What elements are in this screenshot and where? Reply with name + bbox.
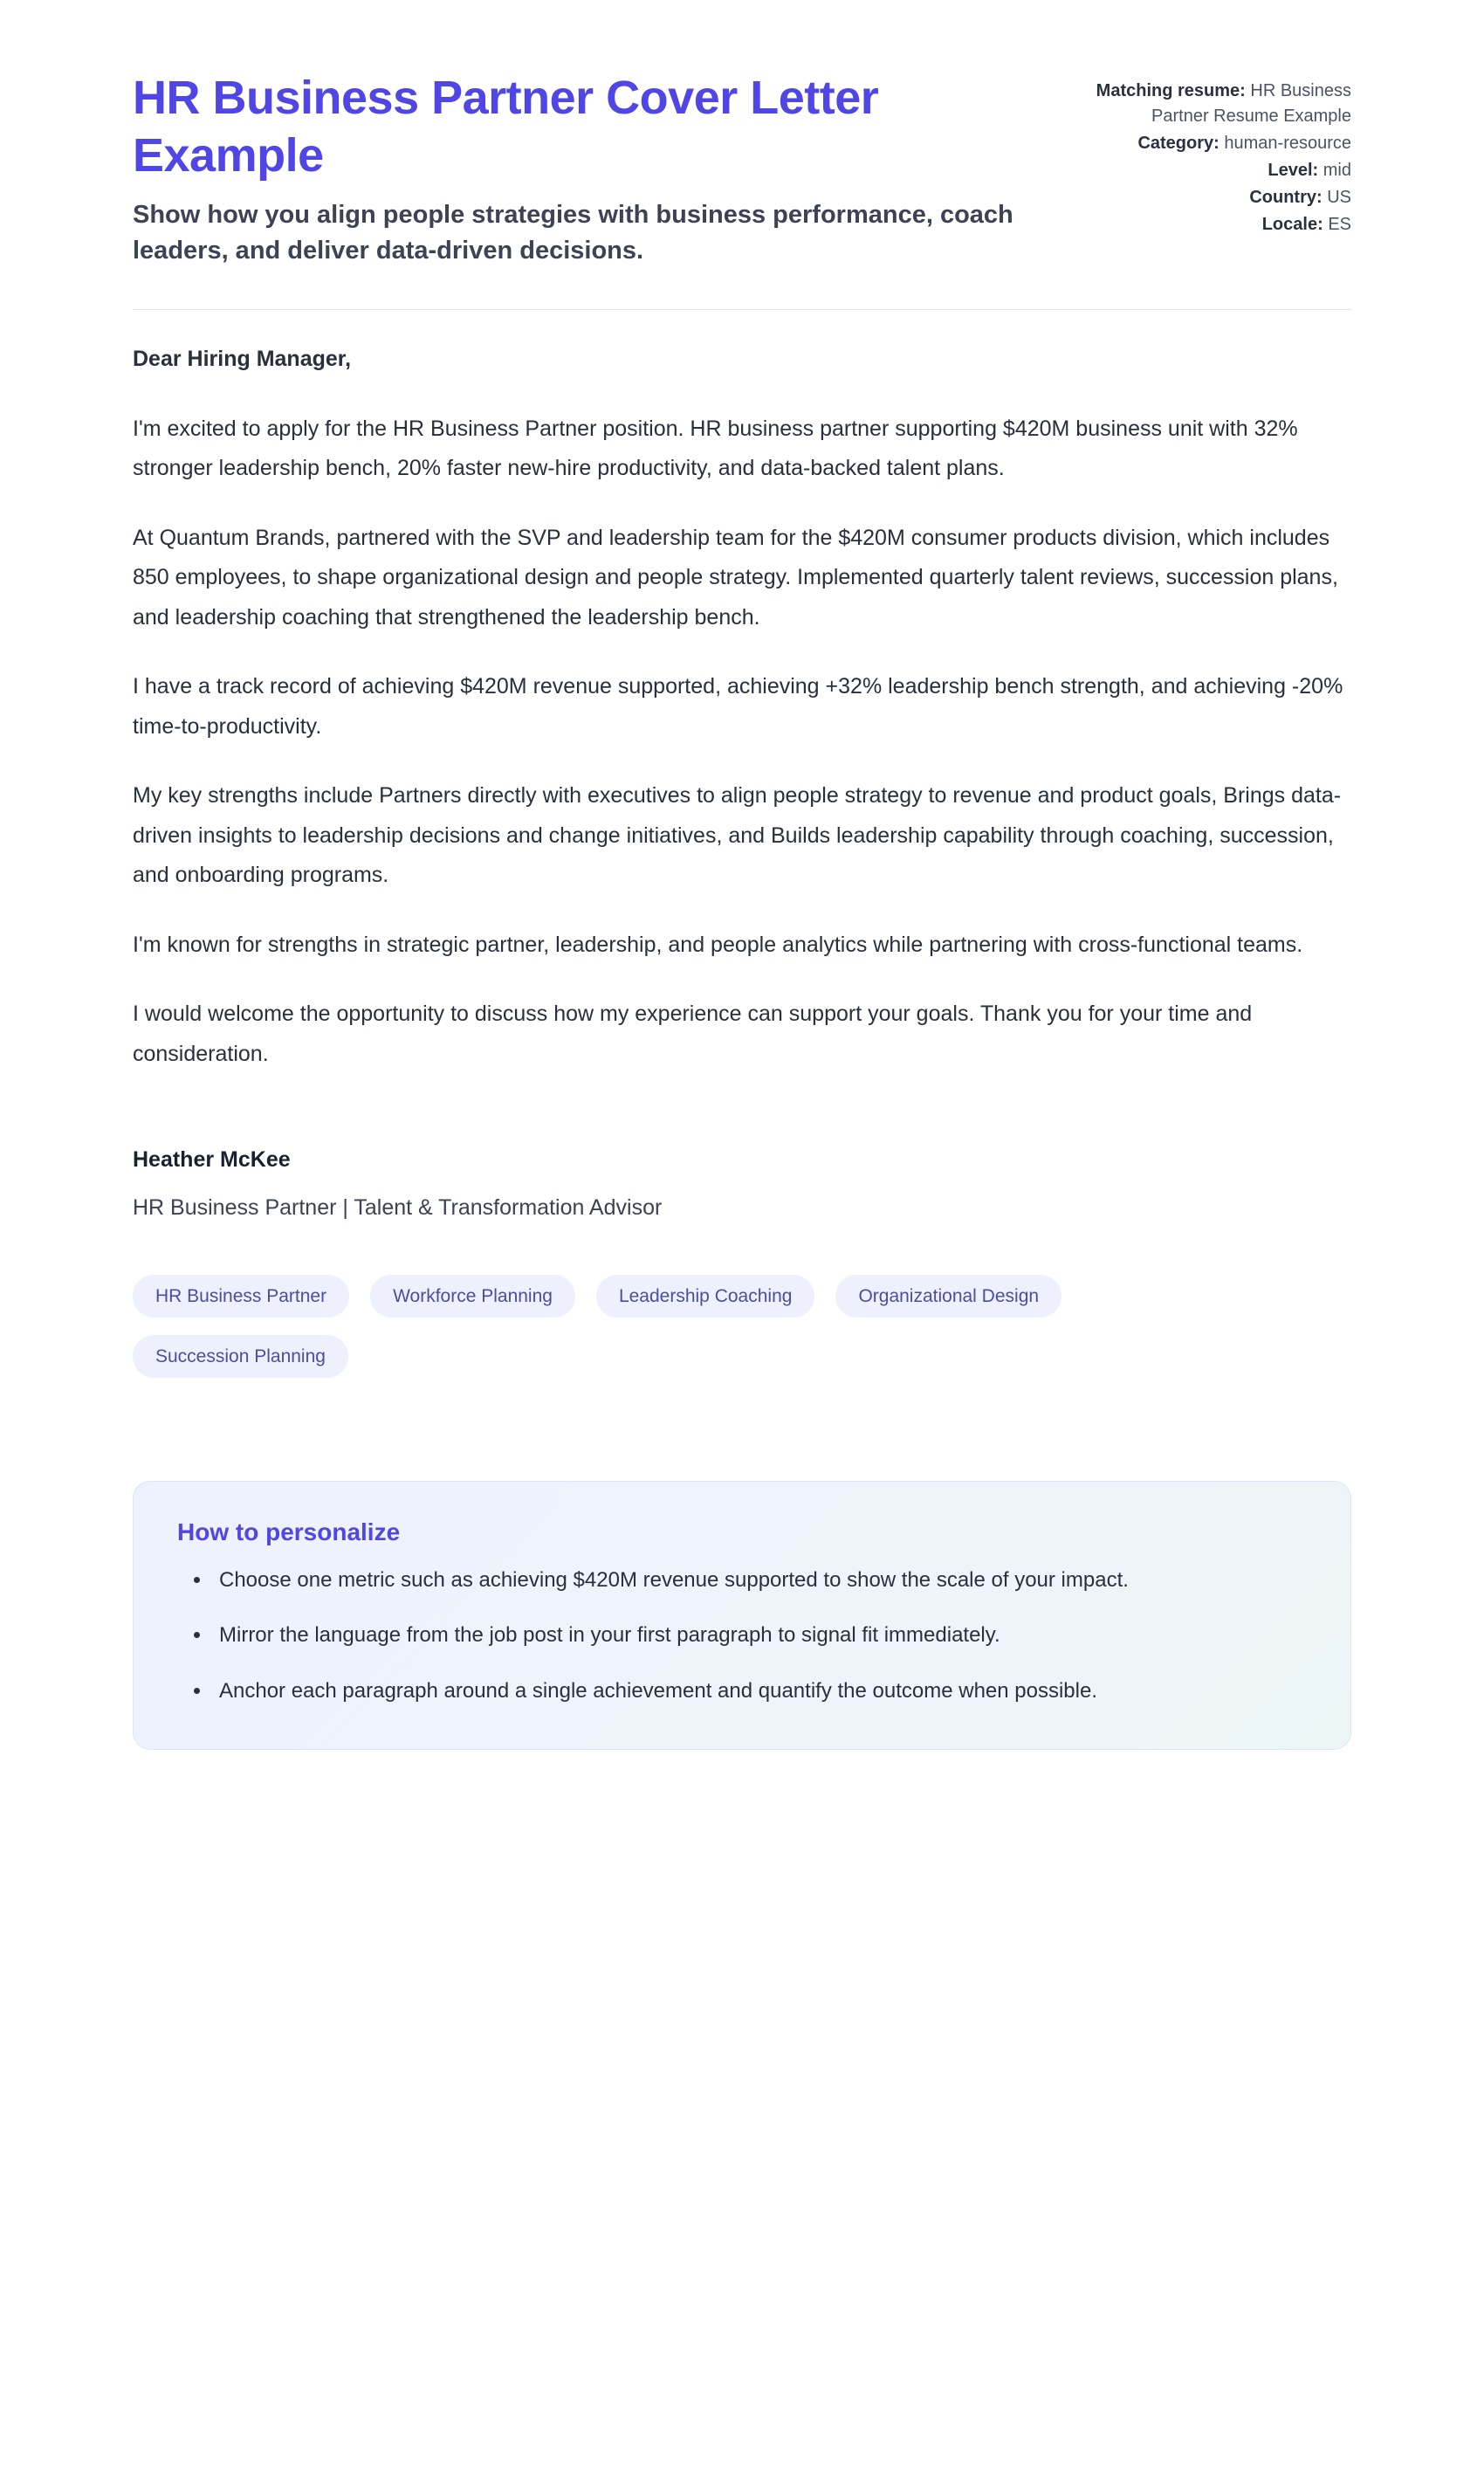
- header-text-block: [133, 52, 1037, 269]
- callout-title: How to personalize: [177, 1518, 401, 1546]
- tag-item[interactable]: Succession Planning: [133, 1335, 348, 1378]
- letter-paragraph: I'm excited to apply for the HR Business Partner position. HR business partner supporting $420M business unit with 32% stronger leadership bench, 20% faster new-hire productivity, and data-backed talent plans.: [133, 416, 1298, 481]
- meta-label-level: Level:: [1268, 161, 1319, 180]
- tag-item[interactable]: Workforce Planning: [370, 1275, 575, 1318]
- signature-block: [133, 1147, 1351, 1221]
- meta-row-country: [1072, 185, 1351, 210]
- personalize-callout: [133, 1481, 1351, 1750]
- meta-label-country: Country:: [1249, 188, 1323, 207]
- document-meta: [1072, 52, 1351, 239]
- letter-salutation: Dear Hiring Manager,: [133, 347, 352, 372]
- callout-list-item: • Choose one metric such as achieving $420M revenue supported to show the scale of your impact.: [212, 1562, 1307, 1598]
- letter-body: [133, 340, 1351, 1221]
- meta-value-country: US: [1327, 188, 1351, 207]
- page-title: HR Business Partner Cover Letter Example: [133, 72, 879, 182]
- tag-item[interactable]: Leadership Coaching: [596, 1275, 814, 1318]
- meta-label-locale: Locale:: [1261, 215, 1323, 234]
- callout-list-item: • Mirror the language from the job post in your first paragraph to signal fit immediately.: [212, 1617, 1307, 1653]
- signature-role: HR Business Partner | Talent & Transformation Advisor: [133, 1195, 663, 1221]
- header-divider: [133, 309, 1351, 310]
- meta-row-level: [1072, 158, 1351, 183]
- meta-row-locale: [1072, 212, 1351, 237]
- tag-list: [133, 1275, 1294, 1378]
- letter-paragraph: I'm known for strengths in strategic partner, leadership, and people analytics while partnering with cross-functional teams.: [133, 932, 1303, 957]
- meta-row-matching-resume: [1072, 79, 1351, 129]
- meta-value-category: human-resource: [1224, 134, 1351, 153]
- tag-item[interactable]: HR Business Partner: [133, 1275, 349, 1318]
- meta-label-matching-resume: Matching resume:: [1096, 81, 1246, 100]
- meta-value-level: mid: [1323, 161, 1351, 180]
- document-header: [133, 52, 1351, 269]
- letter-paragraph: My key strengths include Partners directly with executives to align people strategy to revenue and product goals, Brings data-driven insights to leadership decisions and change initiatives, and Builds leadership capability through coaching, succession, and onboarding programs.: [133, 783, 1342, 888]
- meta-row-category: [1072, 131, 1351, 156]
- letter-paragraph: At Quantum Brands, partnered with the SVP and leadership team for the $420M consumer products division, which includes 850 employees, to shape organizational design and people strategy. Implemented quarterly talent reviews, succession plans, and leadership coaching that strengthened the leadership bench.: [133, 525, 1338, 630]
- signature-name: Heather McKee: [133, 1147, 291, 1173]
- callout-list: [177, 1562, 1307, 1709]
- letter-paragraph: I would welcome the opportunity to discuss how my experience can support your goals. Thank you for your time and consideration.: [133, 1001, 1253, 1066]
- callout-list-item: • Anchor each paragraph around a single achievement and quantify the outcome when possible.: [212, 1673, 1307, 1709]
- meta-value-locale: ES: [1328, 215, 1351, 234]
- tag-item[interactable]: Organizational Design: [835, 1275, 1061, 1318]
- meta-label-category: Category:: [1137, 134, 1219, 153]
- letter-paragraph: I have a track record of achieving $420M revenue supported, achieving +32% leadership bench strength, and achieving -20% time-to-productivity.: [133, 674, 1343, 739]
- meta-value-matching-resume: HR Business Partner Resume Example: [1151, 81, 1351, 126]
- page-subtitle: Show how you align people strategies with business performance, coach leaders, and deliver data-driven decisions.: [133, 200, 1013, 265]
